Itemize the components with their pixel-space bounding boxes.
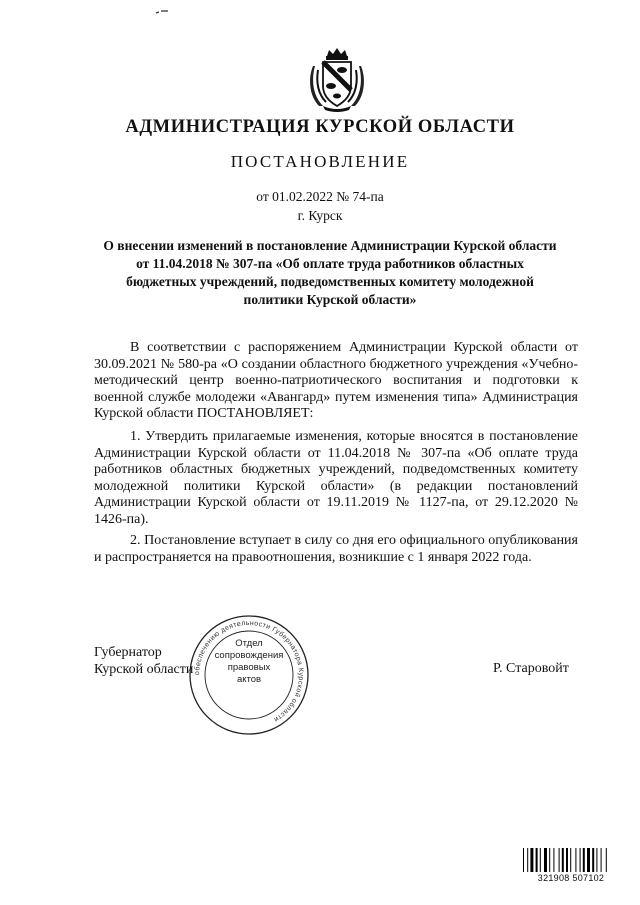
barcode-bar <box>606 848 607 872</box>
barcode-bar <box>596 848 597 872</box>
body-paragraph: 2. Постановление вступает в силу со дня его официального опубликования и распространяется на правоотношения, возникшие с 1 января 2022 года. <box>94 533 578 565</box>
signatory-position-line: Курской области <box>94 662 194 677</box>
document-number-date: от 01.02.2022 № 74-па <box>256 189 384 204</box>
barcode-bar <box>549 848 550 872</box>
barcode-bar <box>540 848 541 872</box>
barcode-bar <box>601 848 602 872</box>
barcode-bar <box>544 848 547 872</box>
document-subject: О внесении изменений в постановление Администрации Курской области от 11.04.2018 № 307-па «Об оплате труда работников областных бюджетных учреждений, подведомственных комитету молодежной политики Курской области» <box>103 238 557 307</box>
barcode-bar <box>530 848 533 872</box>
barcode-bar <box>562 848 564 872</box>
document-city: г. Курск <box>297 208 343 223</box>
body-paragraph: В соответствии с распоряжением Администрации Курской области от 30.09.2021 № 580-ра «О создании областного бюджетного учреждения «Учебно-методический центр военно-патриотического воспитания и подготовки к военной службе молодежи «Авангард» путем изменения типа» Администрация Курской области ПОСТАНОВЛЯЕТ: <box>94 340 578 421</box>
document-type: ПОСТАНОВЛЕНИЕ <box>230 152 410 171</box>
seal-center-line: Отдел <box>235 638 263 649</box>
barcode-number: 321908 507102 <box>537 873 605 883</box>
barcode-bar <box>559 848 560 872</box>
organization-title: АДМИНИСТРАЦИЯ КУРСКОЙ ОБЛАСТИ <box>125 117 515 137</box>
barcode-bar <box>570 848 571 872</box>
barcode-icon <box>521 848 621 876</box>
barcode-bar <box>523 848 524 872</box>
scan-mark <box>155 10 169 14</box>
barcode-bar <box>575 848 576 872</box>
coat-of-arms-icon <box>309 46 365 112</box>
body-paragraph: 1. Утвердить прилагаемые изменения, которые вносятся в постановление Администрации Курской области от 11.04.2018 № 307-па «Об оплате труда работников областных бюджетных учреждений, подведомственных комитету молодежной политики Курской области» (в редакции постановлений Администрации Курской области от 19.11.2019 № 1127-па, от 29.12.2020 № 1426-па). <box>94 429 578 527</box>
signatory-position-line: Губернатор <box>94 645 162 660</box>
seal-center-line: сопровождения <box>214 650 284 661</box>
barcode-bar <box>587 848 590 872</box>
seal-ring-text: обеспечению деятельности Губернатора Курской области <box>193 619 305 724</box>
signatory-position <box>94 644 193 678</box>
barcode-bar <box>583 848 585 872</box>
seal-center-line: актов <box>236 674 262 685</box>
seal-center-text <box>187 638 311 686</box>
barcode-bar <box>553 848 554 872</box>
barcode-bar <box>527 848 528 872</box>
seal-center-line: правовых <box>227 662 271 673</box>
barcode-bar <box>536 848 538 872</box>
barcode-bar <box>580 848 581 872</box>
barcode-bar <box>566 848 568 872</box>
signatory-name: Р. Старовойт <box>493 661 569 676</box>
barcode-bar <box>592 848 594 872</box>
